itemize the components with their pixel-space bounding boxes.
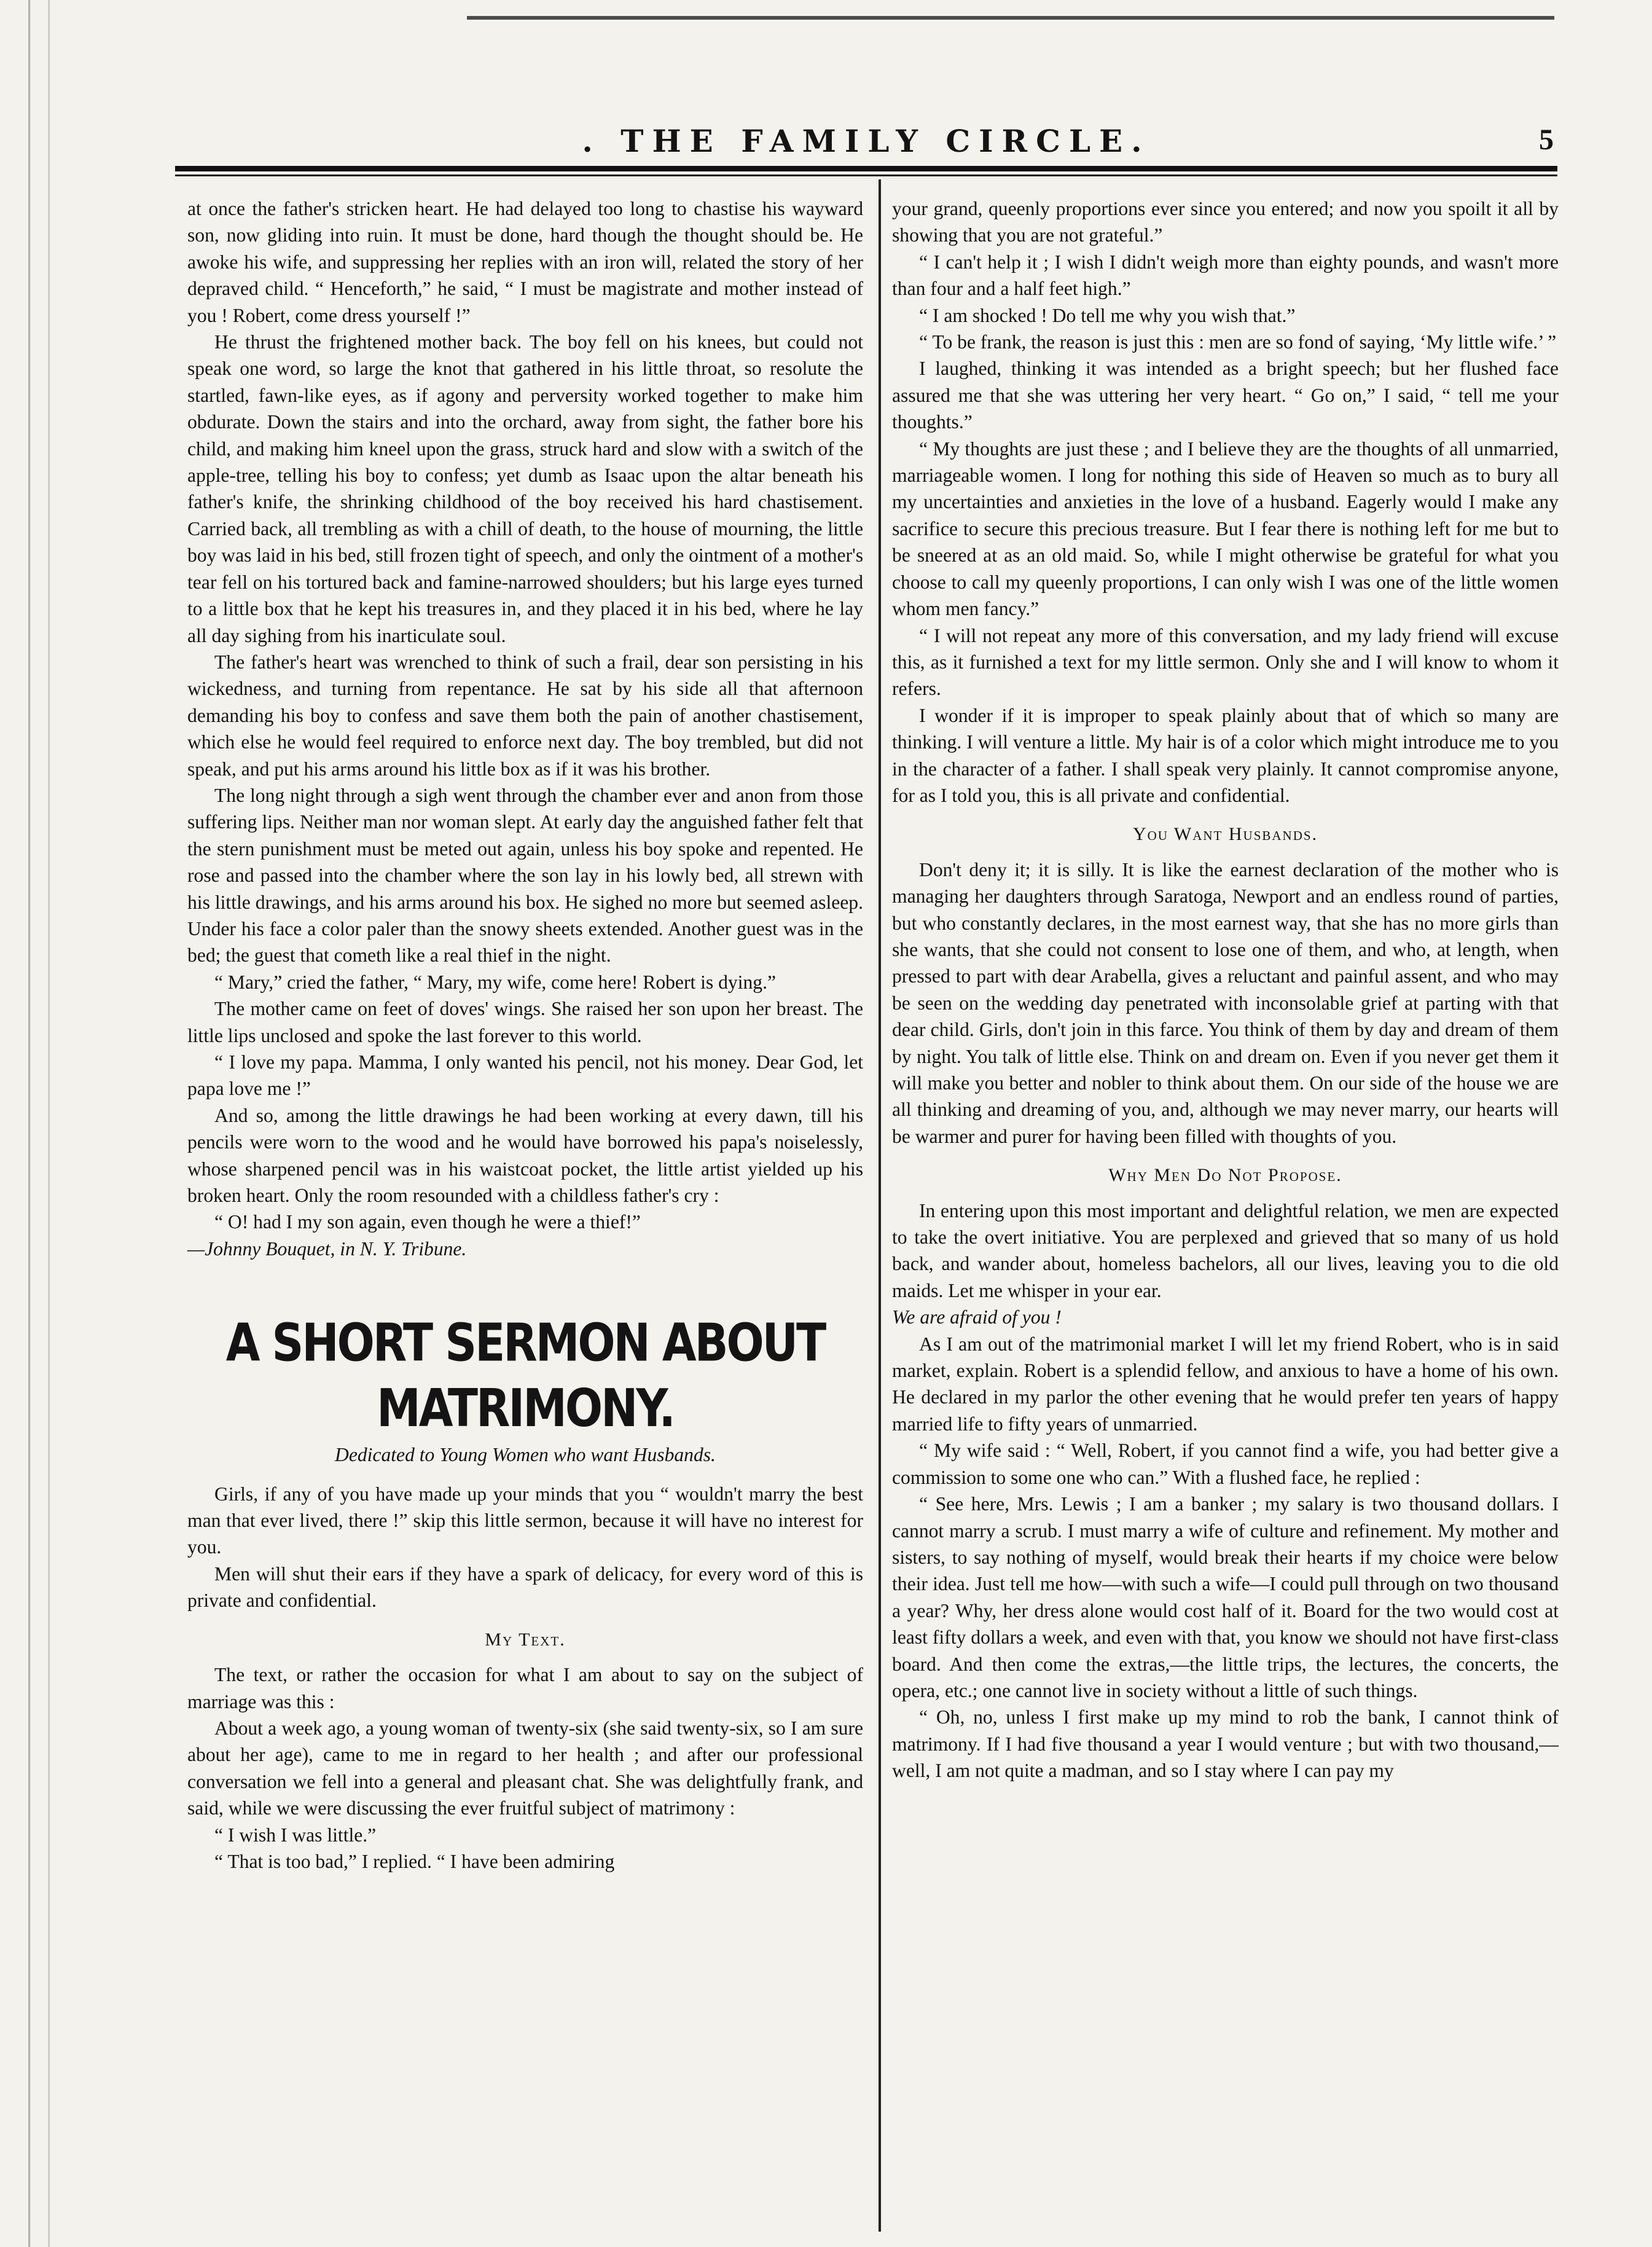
sermon-paragraph: your grand, queenly proportions ever since you entered; and now you spoilt it all by showing that you are not grateful.” <box>892 198 1559 246</box>
sermon-emphasis-line: We are afraid of you ! <box>892 1306 1062 1328</box>
sermon-paragraph: “ I can't help it ; I wish I didn't weigh more than eighty pounds, and wasn't more than four and a half feet high.” <box>892 251 1559 300</box>
sermon-paragraph: “ See here, Mrs. Lewis ; I am a banker ; my salary is two thousand dollars. I cannot marry a scrub. I must marry a wife of culture and refinement. My mother and sisters, to say nothing of myself, would break their hearts if my choice were below their idea. Just tell me how—with such a wife—I could pull through on two thousand a year? Why, her dress alone would cost half of it. Board for the two would cost at least fifty dollars a week, and even with that, you know we should not have first-class board. And then come the extras,—the little trips, the lectures, the concerts, the opera, etc.; one cannot live in society without a little of such things. <box>892 1493 1559 1701</box>
sermon-paragraph: “ My thoughts are just these ; and I believe they are the thoughts of all unmarried, marriageable women. I long for nothing this side of Heaven so much as to bury all my uncertainties and anxieties in the love of a husband. Eagerly would I make any sacrifice to secure this precious treasure. But I fear there is nothing left for me but to be sneered at as an old maid. So, while I might otherwise be grateful for what you choose to call my queenly proportions, I can only wish I was one of the little women whom men fancy.” <box>892 437 1559 620</box>
sermon-paragraph: Don't deny it; it is silly. It is like the earnest declaration of the mother who is managing her daughters through Saratoga, Newport and an endless round of parties, but who constantly declares, in the most earnest way, that she has no more girls than she wants, that she could not consent to lose one of them, and who, at length, when pressed to part with dear Arabella, gives a reluctant and painful assent, and who may be seen on the wedding day penetrated with inconsolable grief at parting with that dear child. Girls, don't join in this farce. You think of them by day and dream of them by night. You talk of little else. Think on and dream on. Even if you never get them it will make you better and nobler to think about them. On our side of the house we are all thinking and dreaming of you, and, although we may never marry, our hearts will be warmer and purer for having been filled with thoughts of you. <box>892 858 1559 1147</box>
subhead-my-text: My Text. <box>485 1629 566 1650</box>
story-paragraph: “ O! had I my son again, even though he were a thief!” <box>214 1211 641 1233</box>
sermon-paragraph: “ My wife said : “ Well, Robert, if you cannot find a wife, you had better give a commission to some one who can.” With a flushed face, he replied : <box>892 1440 1559 1488</box>
sermon-paragraph: “ I will not repeat any more of this conversation, and my lady friend will excuse this, as it furnished a text for my little sermon. Only she and I will know to whom it refers. <box>892 624 1559 700</box>
sermon-paragraph: “ To be frank, the reason is just this : men are so fond of saying, ‘My little wife.’ ” <box>919 331 1557 353</box>
story-paragraph: The mother came on feet of doves' wings. She raised her son upon her breast. The little lips unclosed and spoke the last forever to this world. <box>187 998 863 1046</box>
story-paragraph: “ Mary,” cried the father, “ Mary, my wife, come here! Robert is dying.” <box>214 971 776 993</box>
sermon-paragraph: “ I wish I was little.” <box>214 1824 377 1846</box>
left-column <box>187 195 863 1875</box>
sermon-intro: Men will shut their ears if they have a spark of delicacy, for every word of this is private and confidential. <box>187 1563 863 1612</box>
sermon-intro: Girls, if any of you have made up your minds that you “ wouldn't marry the best man that ever lived, there !” skip this little sermon, because it will have no interest for you. <box>187 1483 863 1558</box>
story-attribution: —Johnny Bouquet, in N. Y. Tribune. <box>187 1237 467 1260</box>
running-title: . THE FAMILY CIRCLE. <box>582 123 1151 159</box>
story-paragraph: He thrust the frightened mother back. The boy fell on his knees, but could not speak one word, so large the knot that gathered in his little throat, so resolute the startled, fawn-like eyes, as if agony and perversity worked together to make him obdurate. Down the stairs and into the orchard, away from sight, the father bore his child, and making him kneel upon the grass, struck hard and slow with a switch of the apple-tree, telling his boy to confess; yet dumb as Isaac upon the altar beneath his father's knife, the shrinking childhood of the boy received his hard chastisement. Carried back, all trembling as with a chill of death, to the house of mourning, the little boy was laid in his bed, still frozen tight of speech, and only the ointment of a mother's tear fell on his tortured back and famine-narrowed shoulders; but his large eyes turned to a little box that he kept his treasures in, and they placed it in his bed, where he lay all day sighing from his inarticulate soul. <box>187 331 863 646</box>
story-paragraph: at once the father's stricken heart. He had delayed too long to chastise his wayward son, now gliding into ruin. It must be done, hard though the thought should be. He awoke his wife, and suppressing her replies with an iron will, related the story of her depraved child. “ Henceforth,” he said, “ I must be magistrate and mother instead of you ! Robert, come dress yourself !” <box>187 198 863 326</box>
column-divider <box>879 179 881 2232</box>
story-paragraph: The father's heart was wrenched to think of such a frail, dear son persisting in his wickedness, and turning from repentance. He sat by his side all that afternoon demanding his boy to confess and save them both the pain of another chastisement, which else he would feel required to enforce next day. The boy trembled, but did not speak, and put his arms around his little box as if it was his brother. <box>187 651 863 780</box>
sermon-paragraph: I wonder if it is improper to speak plainly about that of which so many are thinking. I will venture a little. My hair is of a color which might introduce me to you in the character of a father. I shall speak very plainly. It cannot compromise anyone, for as I told you, this is all private and confidential. <box>892 704 1559 806</box>
page-header <box>175 123 1557 160</box>
subhead-you-want-husbands: You Want Husbands. <box>1132 824 1318 845</box>
sermon-paragraph: “ Oh, no, unless I first make up my mind to rob the bank, I cannot think of matrimony. If I had five thousand a year I would venture ; but with two thousand,—well, I am not quite a madman, and so I stay where I can pay my <box>892 1706 1559 1782</box>
article-headline: A SHORT SERMON ABOUT MATRIMONY. <box>225 1312 825 1439</box>
header-rule-thin <box>175 175 1557 176</box>
top-edge-line <box>467 16 1554 20</box>
article-dedication: Dedicated to Young Women who want Husbands. <box>335 1444 716 1466</box>
subhead-why-men-do-not-propose: Why Men Do Not Propose. <box>1108 1165 1342 1186</box>
page-number: 5 <box>1539 124 1554 156</box>
story-paragraph: And so, among the little drawings he had been working at every dawn, till his pencils were worn to the wood and he would have borrowed his papa's noiselessly, whose sharpened pencil was in his waistcoat pocket, the little artist yielded up his broken heart. Only the room resounded with a childless father's cry : <box>187 1104 863 1207</box>
sermon-paragraph: About a week ago, a young woman of twenty-six (she said twenty-six, so I am sure about her age), came to me in regard to her health ; and after our professional conversation we fell into a general and pleasant chat. She was delightfully frank, and said, while we were discussing the ever fruitful subject of matrimony : <box>187 1717 863 1819</box>
story-paragraph: The long night through a sigh went through the chamber ever and anon from those suffering lips. Neither man nor woman slept. At early day the anguished father felt that the stern punishment must be meted out again, unless his boy spoke and repented. He rose and passed into the chamber where the son lay in his lowly bed, all strewn with his little drawings, and his arms around his box. He sighed no more but seemed asleep. Under his face a color paler than the snowy sheets extended. Another guest was in the bed; the guest that cometh like a real thief in the night. <box>187 784 863 967</box>
story-paragraph: “ I love my papa. Mamma, I only wanted his pencil, not his money. Dear God, let papa love me !” <box>187 1051 863 1100</box>
sermon-paragraph: The text, or rather the occasion for what I am about to say on the subject of marriage was this : <box>187 1664 863 1712</box>
sermon-paragraph: “ That is too bad,” I replied. “ I have been admiring <box>214 1850 615 1872</box>
right-column <box>892 195 1559 1784</box>
sermon-paragraph: As I am out of the matrimonial market I will let my friend Robert, who is in said market, explain. Robert is a splendid fellow, and anxious to have a home of his own. He declared in my parlor the other evening that he would prefer ten years of happy married life to fifty years of unmarried. <box>892 1333 1559 1435</box>
book-spine-edge <box>0 0 74 2247</box>
sermon-paragraph: “ I am shocked ! Do tell me why you wish that.” <box>919 304 1296 326</box>
header-rule-thick <box>175 166 1557 171</box>
sermon-paragraph: In entering upon this most important and delightful relation, we men are expected to take the overt initiative. You are perplexed and grieved that so many of us hold back, and wander about, homeless bachelors, all our lives, leaving you to die old maids. Let me whisper in your ear. <box>892 1199 1559 1301</box>
sermon-paragraph: I laughed, thinking it was intended as a bright speech; but her flushed face assured me that she was uttering her very heart. “ Go on,” I said, “ tell me your thoughts.” <box>892 358 1559 433</box>
